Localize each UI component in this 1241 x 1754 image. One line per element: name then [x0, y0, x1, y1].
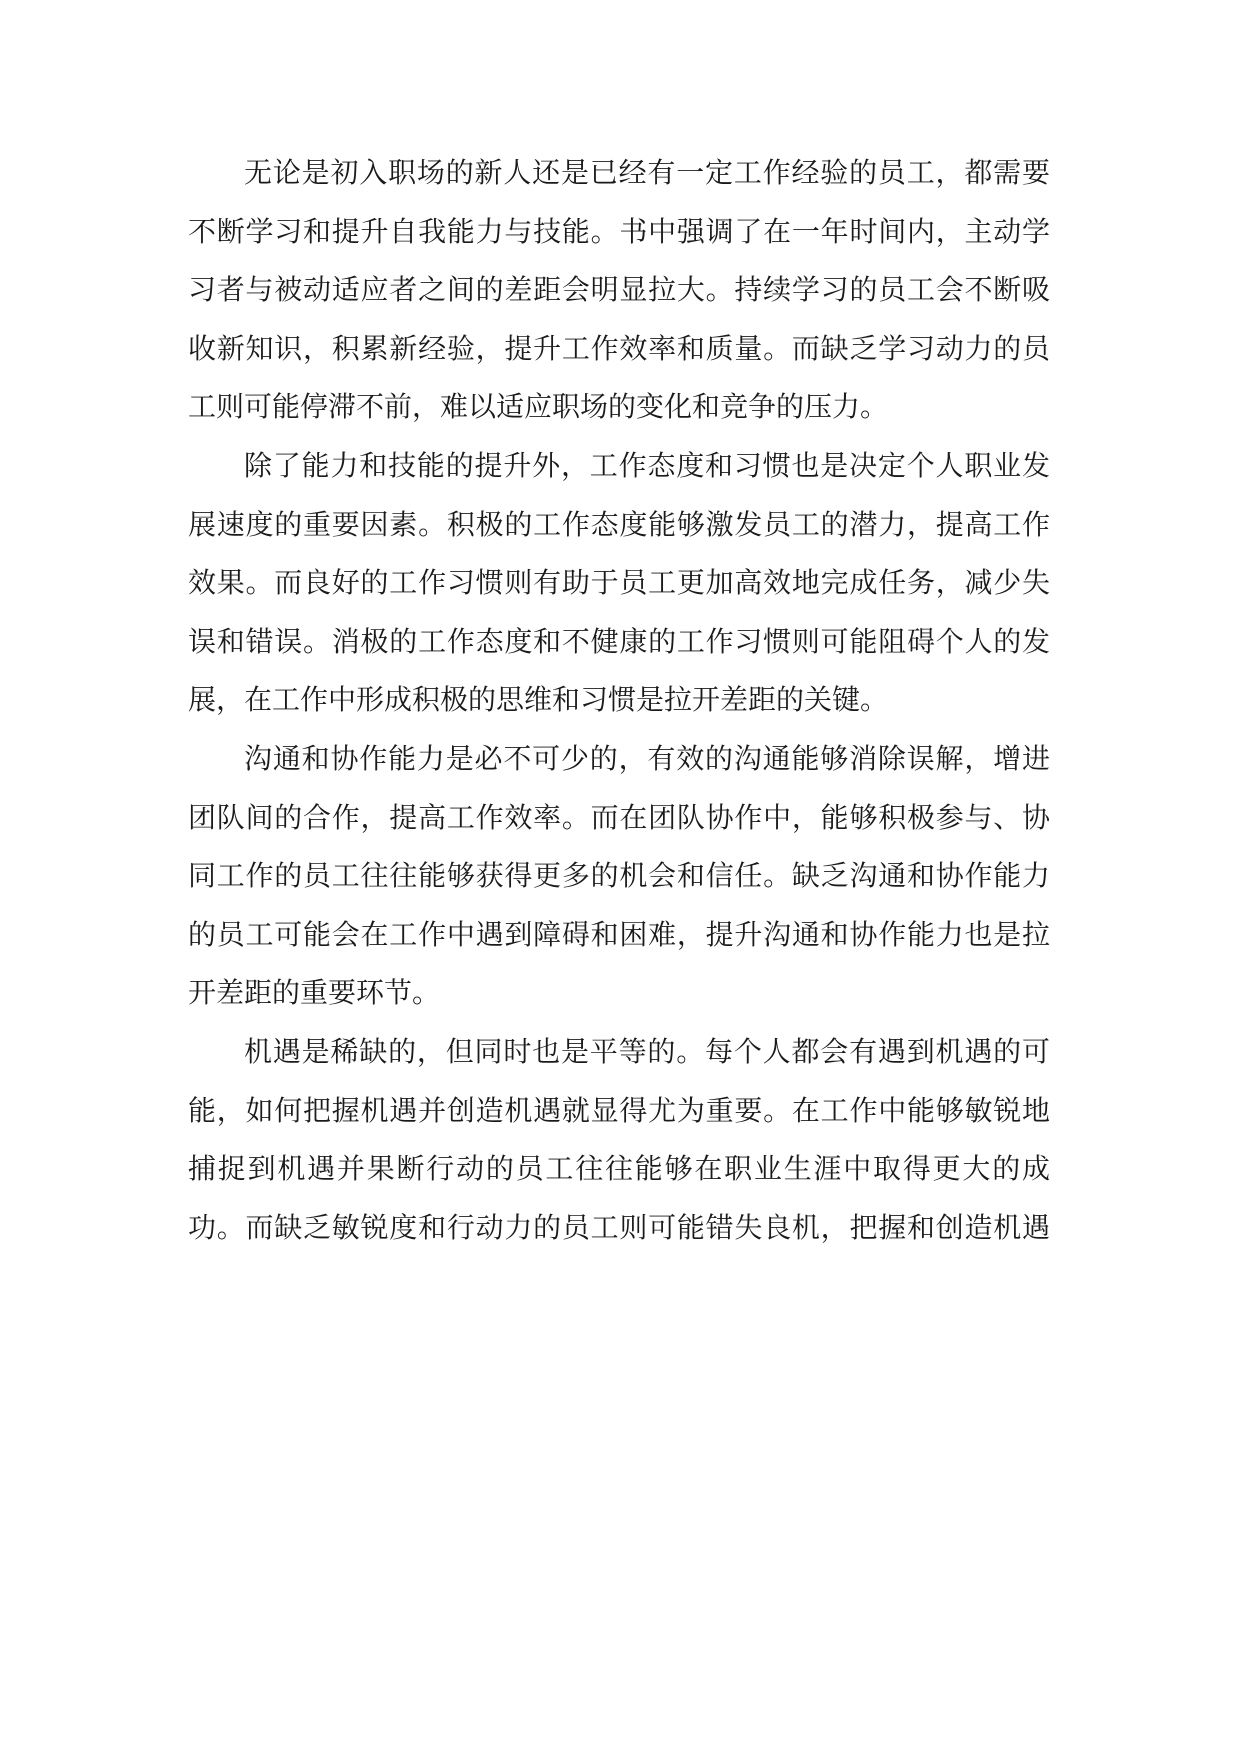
text-line: 效果。而良好的工作习惯则有助于员工更加高效地完成任务，减少失	[188, 566, 1050, 600]
text-line: 同工作的员工往往能够获得更多的机会和信任。缺乏沟通和协作能力	[188, 859, 1050, 893]
text-line: 捕捉到机遇并果断行动的员工往往能够在职业生涯中取得更大的成	[188, 1152, 1050, 1186]
paragraph-1	[188, 144, 1050, 437]
text-line: 展，在工作中形成积极的思维和习惯是拉开差距的关键。	[188, 683, 889, 717]
text-line: 误和错误。消极的工作态度和不健康的工作习惯则可能阻碍个人的发	[188, 624, 1050, 658]
text-line: 功。而缺乏敏锐度和行动力的员工则可能错失良机，把握和创造机遇	[188, 1210, 1050, 1244]
paragraph-2	[188, 437, 1050, 730]
text-line: 收新知识，积累新经验，提升工作效率和质量。而缺乏学习动力的员	[188, 331, 1050, 365]
text-line: 除了能力和技能的提升外，工作态度和习惯也是决定个人职业发	[244, 448, 1050, 482]
text-line: 的员工可能会在工作中遇到障碍和困难，提升沟通和协作能力也是拉	[188, 917, 1050, 951]
text-line: 工则可能停滞不前，难以适应职场的变化和竞争的压力。	[188, 390, 889, 424]
paragraph-3	[188, 730, 1050, 1023]
text-line: 机遇是稀缺的，但同时也是平等的。每个人都会有遇到机遇的可	[244, 1034, 1050, 1068]
text-line: 开差距的重要环节。	[188, 976, 441, 1010]
text-line: 习者与被动适应者之间的差距会明显拉大。持续学习的员工会不断吸	[188, 273, 1050, 307]
text-line: 能，如何把握机遇并创造机遇就显得尤为重要。在工作中能够敏锐地	[188, 1093, 1050, 1127]
text-line: 展速度的重要因素。积极的工作态度能够激发员工的潜力，提高工作	[188, 507, 1050, 541]
text-line: 无论是初入职场的新人还是已经有一定工作经验的员工，都需要	[244, 156, 1050, 189]
text-line: 团队间的合作，提高工作效率。而在团队协作中，能够积极参与、协	[188, 800, 1050, 834]
text-line: 沟通和协作能力是必不可少的，有效的沟通能够消除误解，增进	[244, 741, 1050, 775]
document-body	[188, 144, 1050, 1257]
paragraph-4	[188, 1023, 1050, 1257]
text-line: 不断学习和提升自我能力与技能。书中强调了在一年时间内，主动学	[188, 214, 1050, 248]
